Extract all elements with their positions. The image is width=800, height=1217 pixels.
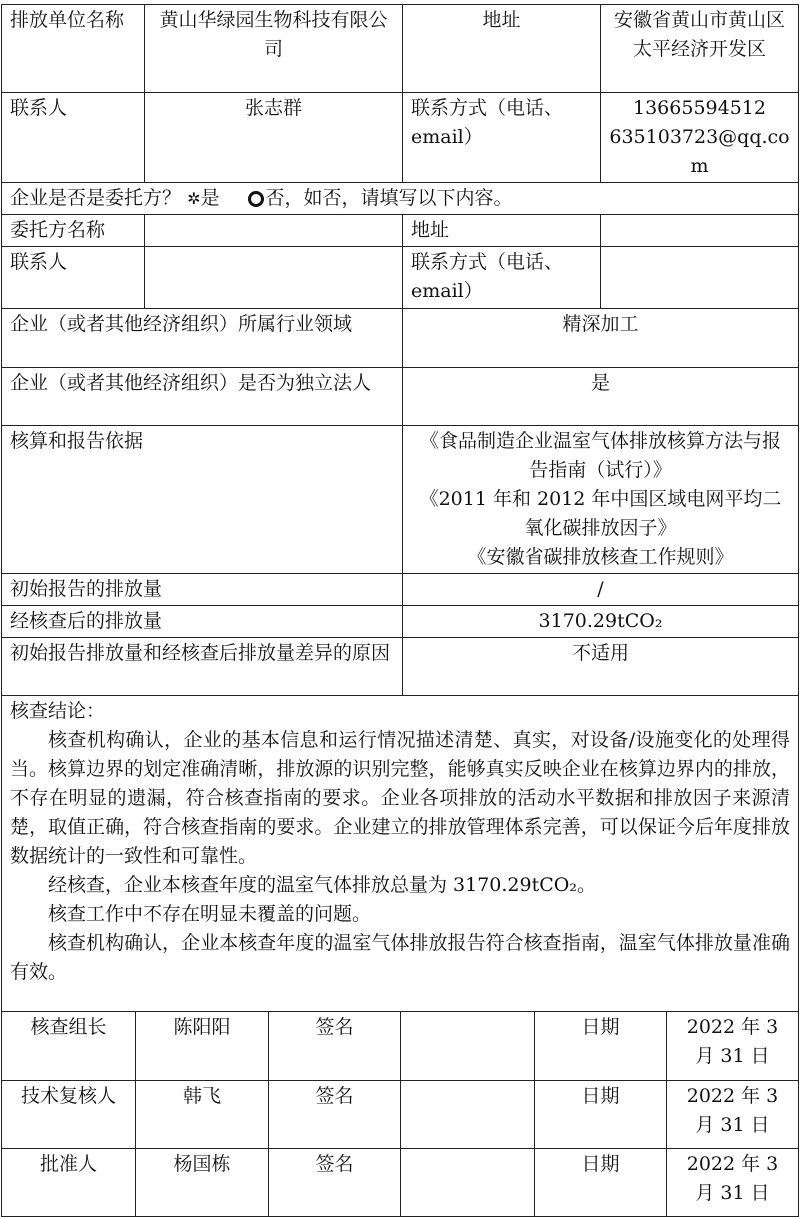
role: 批准人 [2, 1148, 136, 1216]
date: 2022 年 3 月 31 日 [667, 1011, 799, 1080]
contact-label: 联系人 [2, 93, 145, 183]
basis-1: 《食品制造企业温室气体排放核算方法与报告指南（试行）》 [419, 430, 781, 481]
basis-2: 《2011 年和 2012 年中国区域电网平均二氧化碳排放因子》 [419, 488, 782, 539]
phone: 13665594512 [633, 97, 766, 119]
basis-value [403, 426, 799, 574]
name: 杨国栋 [136, 1148, 269, 1216]
conclusion-p4: 核查机构确认，企业本核查年度的温室气体排放报告符合核查指南，温室气体排放量准确有效。 [10, 932, 790, 983]
sign-label: 签名 [269, 1011, 401, 1080]
basis-label: 核算和报告依据 [2, 426, 403, 574]
industry-value: 精深加工 [403, 309, 799, 368]
initial-value: / [403, 574, 799, 606]
signature-field[interactable] [401, 1148, 535, 1216]
name: 陈阳阳 [136, 1011, 269, 1080]
diff-label: 初始报告排放量和经核查后排放量差异的原因 [2, 638, 403, 696]
client-name-label: 委托方名称 [2, 215, 145, 247]
entrust-row [2, 183, 799, 215]
address-label: 地址 [403, 5, 601, 93]
signature-field[interactable] [401, 1011, 535, 1080]
conclusion [2, 696, 799, 1012]
conclusion-title: 核查结论： [10, 700, 106, 722]
unit-value: 黄山华绿园生物科技有限公司 [145, 5, 403, 93]
entrust-question: 企业是否是委托方？ [10, 187, 182, 209]
signature-field[interactable] [401, 1080, 535, 1148]
address-value: 安徽省黄山市黄山区太平经济开发区 [601, 5, 799, 93]
signer-row [2, 1080, 799, 1148]
contact-value: 张志群 [145, 93, 403, 183]
verified-label: 经核查后的排放量 [2, 606, 403, 638]
conclusion-p2: 经核查，企业本核查年度的温室气体排放总量为 3170.29tCO₂。 [48, 874, 596, 896]
date: 2022 年 3 月 31 日 [667, 1080, 799, 1148]
verified-value: 3170.29tCO₂ [403, 606, 799, 638]
role: 技术复核人 [2, 1080, 136, 1148]
no-option: 否，如否，请填写以下内容。 [265, 187, 513, 209]
yes-option: 是 [200, 187, 220, 209]
date-label: 日期 [535, 1011, 667, 1080]
role: 核查组长 [2, 1011, 136, 1080]
basis-3: 《安徽省碳排放核查工作规则》 [467, 546, 734, 568]
industry-label: 企业（或者其他经济组织）所属行业领域 [2, 309, 403, 368]
date-label: 日期 [535, 1148, 667, 1216]
sign-label: 签名 [269, 1148, 401, 1216]
legal-label: 企业（或者其他经济组织）是否为独立法人 [2, 368, 403, 426]
client-method-label: 联系方式（电话、email） [403, 247, 601, 309]
client-contact-label: 联系人 [2, 247, 145, 309]
client-addr-value [601, 215, 799, 247]
client-name-value [145, 215, 403, 247]
legal-value: 是 [403, 368, 799, 426]
date-label: 日期 [535, 1080, 667, 1148]
unit-label: 排放单位名称 [2, 5, 145, 93]
signature-table [1, 1011, 799, 1217]
signer-row [2, 1011, 799, 1080]
verification-table [1, 4, 799, 1012]
conclusion-p3: 核查工作中不存在明显未覆盖的问题。 [48, 903, 372, 925]
radio-filled-icon[interactable] [248, 191, 264, 207]
diff-value: 不适用 [403, 638, 799, 696]
client-contact-value [145, 247, 403, 309]
date: 2022 年 3 月 31 日 [667, 1148, 799, 1216]
radio-empty-icon[interactable]: ✲ [187, 189, 201, 208]
client-method-value [601, 247, 799, 309]
client-addr-label: 地址 [403, 215, 601, 247]
contact-method-value [601, 93, 799, 183]
sign-label: 签名 [269, 1080, 401, 1148]
contact-method-label: 联系方式（电话、email） [403, 93, 601, 183]
email: 635103723@qq.com [609, 126, 790, 177]
initial-label: 初始报告的排放量 [2, 574, 403, 606]
signer-row [2, 1148, 799, 1216]
name: 韩飞 [136, 1080, 269, 1148]
conclusion-p1: 核查机构确认，企业的基本信息和运行情况描述清楚、真实，对设备/设施变化的处理得当。核算边界的划定准确清晰，排放源的识别完整，能够真实反映企业在核算边界内的排放，不存在明显的遗漏，符合核查指南的要求。企业各项排放的活动水平数据和排放因子来源清楚，取值正确，符合核查指南的要求。企业建立的排放管理体系完善，可以保证今后年度排放数据统计的一致性和可靠性。 [10, 729, 790, 867]
